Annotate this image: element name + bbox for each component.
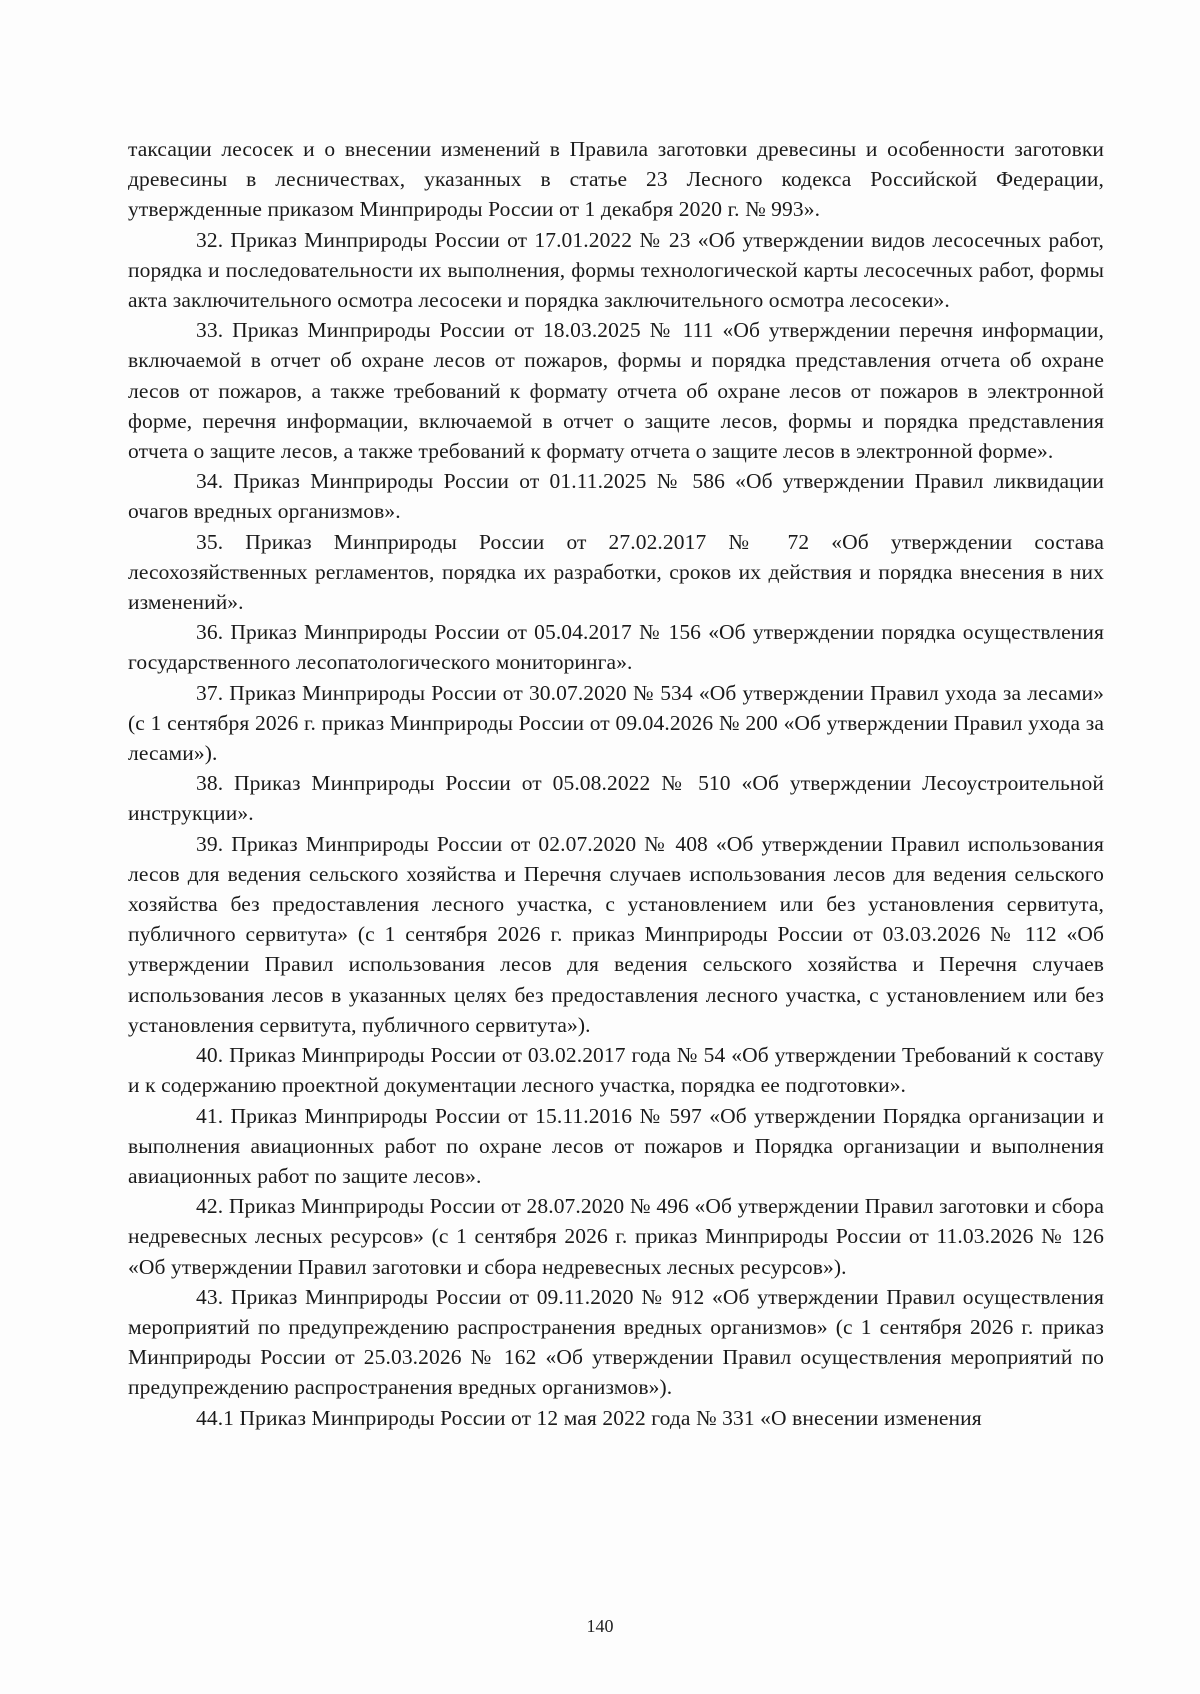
list-item-35: 35. Приказ Минприроды России от 27.02.2017 № 72 «Об утверждении состава лесохозяйственных регламентов, порядка их разработки, сроков их действия и порядка внесения в них изменений».: [128, 529, 1104, 615]
document-body: [128, 134, 1104, 1433]
list-item-43: 43. Приказ Минприроды России от 09.11.2020 № 912 «Об утверждении Правил осуществления мероприятий по предупреждению распространения вредных организмов» (с 1 сентября 2026 г. приказ Минприроды России от 25.03.2026 № 162 «Об утверждении Правил осуществления мероприятий по предупреждению распространения вредных организмов»).: [128, 1284, 1104, 1400]
list-item-38: 38. Приказ Минприроды России от 05.08.2022 № 510 «Об утверждении Лесоустроительной инструкции».: [128, 771, 1104, 826]
page-number: 140: [586, 1616, 614, 1636]
list-item-34: 34. Приказ Минприроды России от 01.11.2025 № 586 «Об утверждении Правил ликвидации очагов вредных организмов».: [128, 469, 1104, 524]
list-item-33: 33. Приказ Минприроды России от 18.03.2025 № 111 «Об утверждении перечня информации, включаемой в отчет об охране лесов от пожаров, формы и порядка представления отчета об охране лесов от пожаров, а также требований к формату отчета об охране лесов от пожаров в электронной форме, перечня информации, включаемой в отчет о защите лесов, формы и порядка представления отчета о защите лесов, а также требований к формату отчета о защите лесов в электронной форме».: [128, 318, 1104, 464]
continuation-paragraph: таксации лесосек и о внесении изменений в Правила заготовки древесины и особенности заготовки древесины в лесничествах, указанных в статье 23 Лесного кодекса Российской Федерации, утвержденные приказом Минприроды России от 1 декабря 2020 г. № 993».: [128, 137, 1104, 222]
list-item-44: 44.1 Приказ Минприроды России от 12 мая 2022 года № 331 «О внесении изменения: [196, 1405, 982, 1430]
list-item-42: 42. Приказ Минприроды России от 28.07.2020 № 496 «Об утверждении Правил заготовки и сбора недревесных лесных ресурсов» (с 1 сентября 2026 г. приказ Минприроды России от 11.03.2026 № 126 «Об утверждении Правил заготовки и сбора недревесных лесных ресурсов»).: [128, 1194, 1104, 1279]
list-item-37: 37. Приказ Минприроды России от 30.07.2020 № 534 «Об утверждении Правил ухода за лесами» (с 1 сентября 2026 г. приказ Минприроды России от 09.04.2026 № 200 «Об утверждении Правил ухода за лесами»).: [128, 680, 1104, 766]
list-item-36: 36. Приказ Минприроды России от 05.04.2017 № 156 «Об утверждении порядка осуществления государственного лесопатологического мониторинга».: [128, 620, 1104, 675]
list-item-41: 41. Приказ Минприроды России от 15.11.2016 № 597 «Об утверждении Порядка организации и выполнения авиационных работ по охране лесов от пожаров и Порядка организации и выполнения авиационных работ по защите лесов».: [128, 1103, 1104, 1188]
list-item-40: 40. Приказ Минприроды России от 03.02.2017 года № 54 «Об утверждении Требований к составу и к содержанию проектной документации лесного участка, порядка ее подготовки».: [128, 1043, 1104, 1098]
list-item-39: 39. Приказ Минприроды России от 02.07.2020 № 408 «Об утверждении Правил использования лесов для ведения сельского хозяйства и Перечня случаев использования лесов для ведения сельского хозяйства без предоставления лесного участка, с установлением или без установления сервитута, публичного сервитута» (с 1 сентября 2026 г. приказ Минприроды России от 03.03.2026 № 112 «Об утверждении Правил использования лесов для ведения сельского хозяйства и Перечня случаев использования лесов в указанных целях без предоставления лесного участка, с установлением или без установления сервитута, публичного сервитута»).: [128, 831, 1104, 1037]
list-item-32: 32. Приказ Минприроды России от 17.01.2022 № 23 «Об утверждении видов лесосечных работ, порядка и последовательности их выполнения, формы технологической карты лесосечных работ, формы акта заключительного осмотра лесосеки и порядка заключительного осмотра лесосеки».: [128, 227, 1104, 313]
